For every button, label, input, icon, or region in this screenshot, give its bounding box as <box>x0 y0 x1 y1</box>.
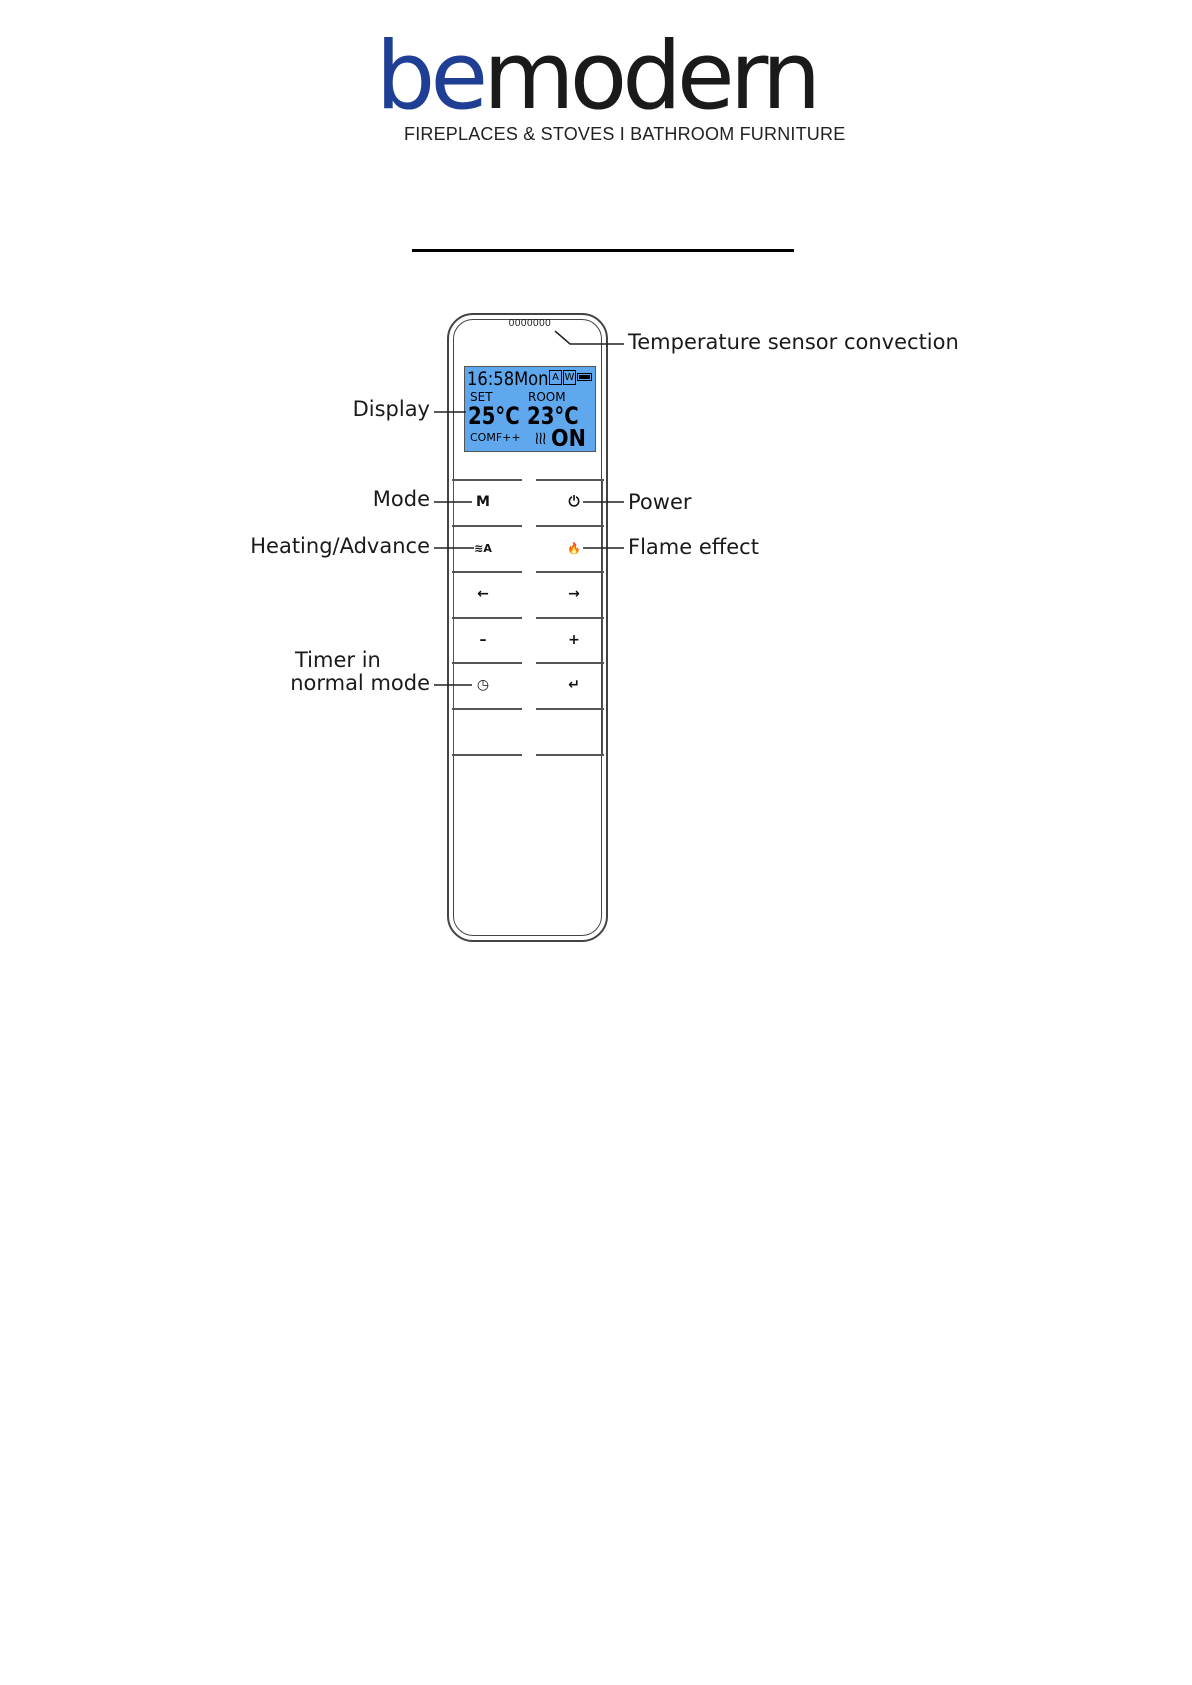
power-button[interactable]: ⏻ <box>568 494 580 510</box>
label-display: Display <box>352 397 430 421</box>
leader-sensor <box>555 331 624 344</box>
flame-button[interactable]: 🔥 <box>567 541 581 555</box>
label-flame-effect: Flame effect <box>628 535 759 559</box>
left-arrow-button[interactable]: ← <box>477 586 489 602</box>
lcd-set-temp: 25°C <box>468 402 520 430</box>
lcd-room-label: ROOM <box>528 390 566 404</box>
heating-advance-button[interactable]: ≋A <box>474 541 492 555</box>
right-arrow-button[interactable]: → <box>568 586 580 602</box>
lcd-status: ON <box>551 426 586 452</box>
logo-tagline: FIREPLACES & STOVES I BATHROOM FURNITURE <box>404 124 846 144</box>
enter-button[interactable]: ↵ <box>568 677 580 693</box>
label-temperature-sensor: Temperature sensor convection <box>628 330 959 354</box>
lcd-comfort-mode: COMF++ <box>470 431 521 444</box>
mode-button[interactable]: M <box>476 494 490 510</box>
temperature-sensor: 0000000 <box>508 318 552 329</box>
logo-be: be <box>375 22 484 131</box>
label-heating-advance: Heating/Advance <box>250 534 430 558</box>
plus-button[interactable]: + <box>568 632 580 648</box>
lcd-room-temp: 23°C <box>527 402 579 430</box>
label-timer-line1: Timer in <box>295 648 381 672</box>
heat-waves-icon: ≀≀≀ <box>535 428 547 449</box>
timer-button[interactable]: ◷ <box>476 677 490 693</box>
label-timer-line2: normal mode <box>290 671 430 695</box>
label-power: Power <box>628 490 692 514</box>
lcd-time: 16:58Mon <box>467 368 549 390</box>
lcd-mode-a: A <box>549 370 562 385</box>
lcd-set-label: SET <box>470 390 493 404</box>
logo-modern: modern <box>483 22 817 131</box>
label-mode: Mode <box>372 487 430 511</box>
lcd-mode-w: W <box>564 372 575 383</box>
minus-button[interactable]: – <box>479 632 487 648</box>
